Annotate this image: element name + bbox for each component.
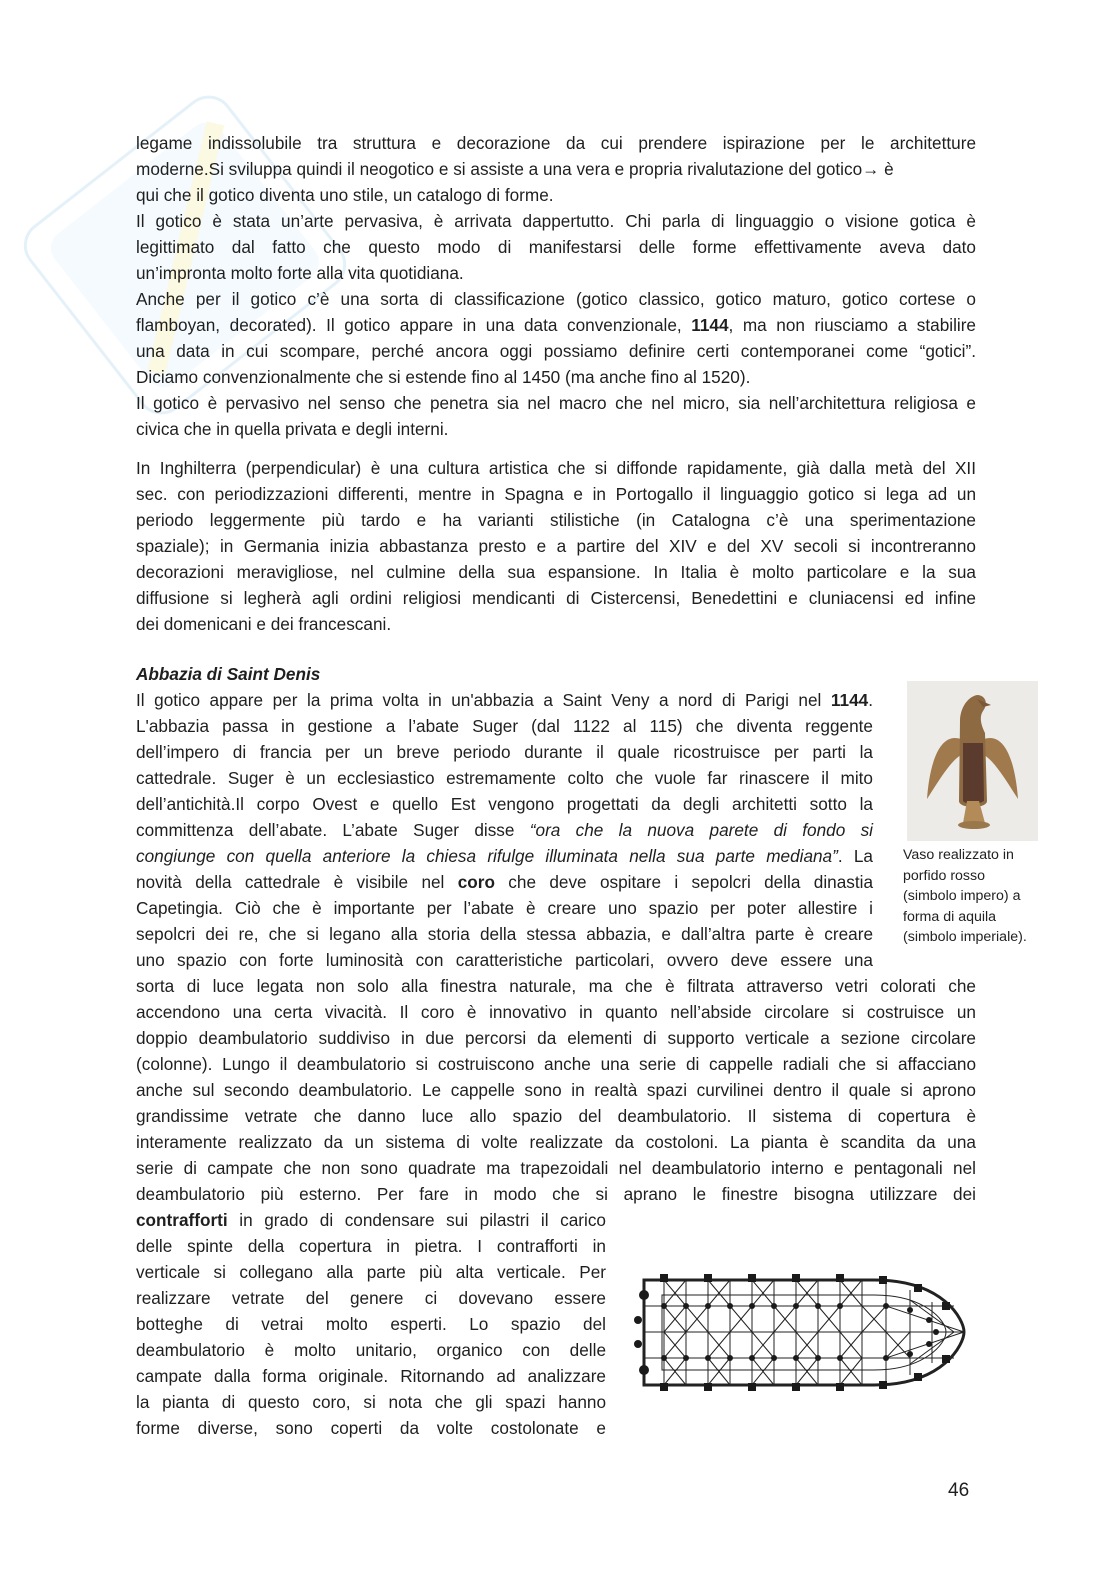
text-line: dell’antichità.Il corpo Ovest e quello Est vengono progettati da degli architetti sotto la (136, 794, 873, 814)
text-line: L'abbazia passa in gestione a l’abate Suger (dal 1122 al 115) che diventa reggente (136, 716, 873, 736)
text-line: periodo leggermente più tardo e ha varianti stilistiche (in Catalogna c’è una sperimentazione (136, 510, 976, 530)
text-line: (colonne). Lungo il deambulatorio si costruiscono anche una serie di cappelle radiali che si affacciano (136, 1054, 976, 1074)
text-line: forme diverse, sono coperti da volte costolonate e (136, 1418, 606, 1438)
text-run: che deve ospitare i sepolcri della dinastia (494, 872, 874, 892)
eagle-vase-image (907, 681, 1038, 841)
bold-date: 1144 (691, 315, 729, 335)
text-line: botteghe di vetrai molto esperti. Lo spazio del (136, 1314, 606, 1334)
quote-text: “ora che la nuova parete di fondo si (529, 820, 873, 840)
text-line: sorta di luce legata non solo alla finestra naturale, ma che è filtrata attraverso vetri colorati che (136, 976, 976, 996)
text-run: committenza dell’abate. L’abate Suger disse (136, 820, 530, 840)
caption-line: (simbolo impero) a (903, 888, 1021, 904)
bold-term: coro (457, 872, 495, 892)
text-line (136, 312, 976, 338)
text-line: Il gotico è pervasivo nel senso che penetra sia nel macro che nel micro, sia nell’architettura religiosa e (136, 393, 976, 413)
text-line: Capetingia. Ciò che è importante per l’abate è creare uno spazio per poter allestire i (136, 898, 873, 918)
text-line: decorazioni meravigliose, nel culmine della sua espansione. In Italia è molto particolare e la sua (136, 562, 976, 582)
text-line: uno spazio con forte luminosità con caratteristiche particolari, ovvero deve essere una (136, 950, 873, 970)
text-line: Anche per il gotico c’è una sorta di classificazione (gotico classico, gotico maturo, gotico cortese o (136, 289, 976, 309)
text-line: civica che in quella privata e degli interni. (136, 419, 449, 439)
text-line: campate dalla forma originale. Ritornando ad analizzare (136, 1366, 606, 1386)
text-line: serie di campate che non sono quadrate ma trapezoidali nel deambulatorio interno e pentagonali nel (136, 1158, 976, 1178)
text-line (136, 1207, 606, 1233)
text-line: anche sul secondo deambulatorio. Le cappelle sono in realtà spazi curvilinei dentro il quale si aprono (136, 1080, 976, 1100)
text-line: un’impronta molto forte alla vita quotidiana. (136, 263, 464, 283)
caption-line: forma di aquila (903, 908, 997, 925)
figure-caption (903, 845, 1053, 948)
text-line: sepolcri dei re, che si legano alla storia della stessa abbazia, e dall’altra parte è creare (136, 924, 873, 944)
section-title: Abbazia di Saint Denis (136, 664, 321, 684)
text-line: Diciamo convenzionalmente che si estende fino al 1450 (ma anche fino al 1520). (136, 367, 751, 387)
text-line (136, 817, 873, 843)
text-run: . (868, 690, 873, 710)
caption-line: Vaso realizzato in (903, 847, 1014, 863)
page-number: 46 (948, 1480, 970, 1501)
text-line: Il gotico è stata un’arte pervasiva, è arrivata dappertutto. Chi parla di linguaggio o visione gotica è (136, 211, 976, 231)
text-line: interamente realizzato da un sistema di volte realizzate da costoloni. La pianta è scandita da una (136, 1132, 976, 1152)
text-line (136, 687, 873, 713)
regional-paragraph (136, 455, 976, 637)
text-line: dell’impero di francia per un breve periodo durante il quale ricostruisce per parti la (136, 742, 873, 762)
text-line: legame indissolubile tra struttura e decorazione da cui prendere ispirazione per le architetture (136, 133, 976, 153)
text-run: in grado di condensare sui pilastri il carico (227, 1210, 606, 1230)
text-line: qui che il gotico diventa uno stile, un catalogo di forme. (136, 185, 554, 205)
text-line: doppio deambulatorio suddiviso in due percorsi da elementi di supporto verticale a sezione circolare (136, 1028, 976, 1048)
text-run: , ma non riusciamo a stabilire (728, 315, 976, 335)
text-run: . La (837, 846, 873, 866)
caption-line: porfido rosso (903, 867, 986, 884)
text-line (136, 869, 873, 895)
text-line: la pianta di questo coro, si nota che gli spazi hanno (136, 1392, 606, 1412)
text-line: In Inghilterra (perpendicular) è una cultura artistica che si diffonde rapidamente, già dalla metà del XII (136, 458, 976, 478)
text-line: una data in cui scompare, perché ancora oggi possiamo definire certi contemporanei come “gotici”. (136, 341, 976, 361)
text-line: accendono una certa vivacità. Il coro è innovativo in quanto nell’abside circolare si costruisce un (136, 1002, 976, 1022)
intro-paragraph (136, 130, 976, 442)
floor-plan-drawing (624, 1240, 974, 1425)
text-run: novità della cattedrale è visibile nel (136, 872, 458, 892)
text-line: spaziale); in Germania inizia abbastanza presto e a partire del XIV e del XV secoli si incontreranno (136, 536, 976, 556)
text-line: sec. con periodizzazioni differenti, mentre in Spagna e in Portogallo il linguaggio gotico si lega ad un (136, 484, 976, 504)
text-run: flamboyan, decorated). Il gotico appare in una data convenzionale, (136, 315, 692, 335)
caption-line: (simbolo imperiale). (903, 929, 1027, 945)
text-line (136, 843, 873, 869)
text-line: cattedrale. Suger è un ecclesiastico estremamente colto che vuole far rinascere il mito (136, 768, 873, 788)
text-line: deambulatorio è molto unitario, organico con delle (136, 1340, 606, 1360)
bold-date: 1144 (830, 690, 869, 710)
text-line: diffusione si legherà agli ordini religiosi mendicanti di Cistercensi, Benedettini e cluniacensi ed infine (136, 588, 976, 608)
text-line: moderne.Si sviluppa quindi il neogotico e si assiste a una vera e propria rivalutazione del gotico→ è (136, 159, 894, 179)
text-line: dei domenicani e dei francescani. (136, 614, 392, 634)
text-line: realizzare vetrate del genere ci dovevano essere (136, 1288, 606, 1308)
text-line: grandissime vetrate che danno luce allo spazio del deambulatorio. Il sistema di copertura è (136, 1106, 976, 1126)
text-line: delle spinte della copertura in pietra. I contrafforti in (136, 1236, 606, 1256)
text-line: legittimato dal fatto che questo modo di manifestarsi delle forme effettivamente aveva dato (136, 237, 976, 257)
text-line: deambulatorio più esterno. Per fare in modo che si aprano le finestre bisogna utilizzare dei (136, 1184, 976, 1204)
quote-text: congiunge con quella anteriore la chiesa rifulge illuminata nella sua parte mediana” (136, 846, 838, 866)
bold-term: contrafforti (136, 1210, 228, 1230)
text-run: Il gotico appare per la prima volta in un'abbazia a Saint Veny a nord di Parigi nel (136, 690, 831, 710)
text-line: verticale si collegano alla parte più alta verticale. Per (136, 1262, 606, 1282)
